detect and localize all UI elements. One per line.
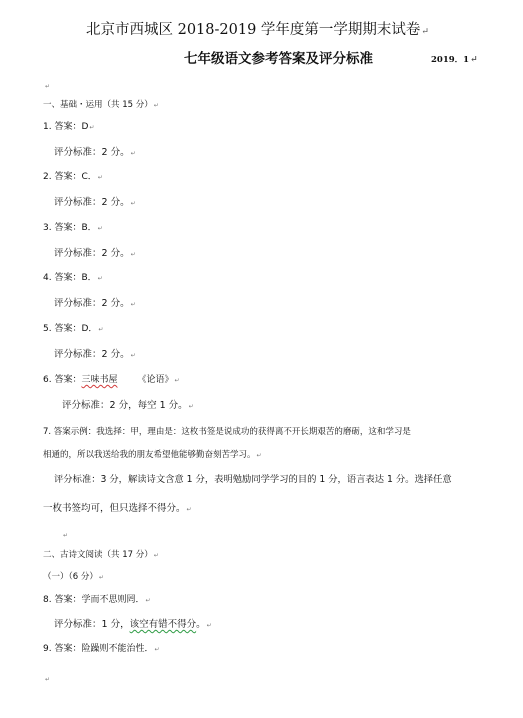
paragraph-mark: ↵ [174, 377, 180, 384]
q4-answer-text: 4. 答案：B． [43, 273, 97, 283]
document-subtitle: 七年级语文参考答案及评分标准 [184, 51, 373, 67]
q5-score [54, 350, 136, 360]
q3-score-text: 评分标准：2 分。 [54, 248, 130, 259]
section1-heading-text: 一、基础・运用（共 15 分） [43, 100, 153, 110]
q4-answer [43, 274, 103, 283]
paragraph-mark: ↵ [130, 200, 136, 207]
q6-score-text: 评分标准：2 分，每空 1 分。 [62, 400, 188, 411]
paragraph-mark: ↵ [45, 676, 51, 683]
section2-subheading [43, 573, 104, 582]
paragraph-mark: ↵ [63, 532, 69, 539]
q1-answer [43, 123, 94, 132]
q5-answer-text: 5. 答案：D． [43, 324, 98, 334]
q5-answer [43, 325, 103, 334]
q6-score [62, 401, 194, 411]
document-title [86, 23, 429, 38]
q6-answer-book1: 三味书屋 [81, 375, 118, 385]
q7-answer-line2 [43, 451, 262, 460]
q2-answer [43, 173, 103, 182]
section1-heading [43, 101, 159, 110]
paragraph-mark: ↵ [256, 452, 262, 459]
q2-answer-text: 2. 答案：C． [43, 172, 97, 182]
q9-answer-text: 9. 答案：险躁则不能治性． [43, 644, 154, 654]
paragraph-mark: ↵ [97, 275, 103, 282]
q5-score-text: 评分标准：2 分。 [54, 349, 130, 360]
q8-score-wavy: 该空有错不得分 [129, 619, 197, 630]
paragraph-mark: ↵ [97, 174, 103, 181]
q6-answer-prefix: 6. 答案： [43, 375, 82, 385]
paragraph-mark: ↵ [89, 124, 95, 131]
section2-subheading-text: （一）（6 分） [43, 572, 98, 582]
paragraph-mark: ↵ [186, 506, 192, 513]
q1-answer-text: 1. 答案：D [43, 122, 89, 132]
q3-answer-text: 3. 答案：B． [43, 223, 97, 233]
q1-score [54, 148, 136, 158]
date-text: 2019．1 [431, 55, 470, 65]
paragraph-mark: ↵ [206, 622, 212, 629]
paragraph-mark: ↵ [130, 352, 136, 359]
q4-score [54, 299, 136, 309]
q8-score [54, 620, 212, 630]
q2-score [54, 198, 136, 208]
paragraph-mark: ↵ [470, 55, 478, 65]
q4-score-text: 评分标准：2 分。 [54, 298, 130, 309]
q7-answer-line2-text: 相通的，所以我送给我的朋友希望他能够勤奋刻苦学习。 [43, 450, 256, 460]
q9-answer [43, 645, 159, 654]
paragraph-mark: ↵ [145, 597, 151, 604]
blank-paragraph [62, 531, 68, 540]
paragraph-mark: ↵ [130, 251, 136, 258]
q2-score-text: 评分标准：2 分。 [54, 197, 130, 208]
blank-paragraph [44, 82, 50, 91]
paragraph-mark: ↵ [188, 403, 194, 410]
section2-heading-text: 二、古诗文阅读（共 17 分） [43, 550, 153, 560]
q7-score-line2 [43, 504, 192, 514]
section2-heading [43, 551, 159, 560]
q7-score-line2-text: 一枚书签均可，但只选择不得分。 [43, 503, 186, 514]
paragraph-mark: ↵ [97, 225, 103, 232]
q8-score-prefix: 评分标准：1 分， [54, 619, 130, 630]
document-date [431, 56, 478, 65]
q1-score-text: 评分标准：2 分。 [54, 147, 130, 158]
paragraph-mark: ↵ [130, 150, 136, 157]
paragraph-mark: ↵ [153, 552, 159, 559]
q6-answer-book2: 《论语》 [137, 375, 174, 385]
q8-answer [43, 596, 150, 605]
q3-answer [43, 224, 103, 233]
q3-score [54, 249, 136, 259]
paragraph-mark: ↵ [98, 326, 104, 333]
paragraph-mark: ↵ [153, 102, 159, 109]
paragraph-mark: ↵ [98, 574, 104, 581]
paragraph-mark: ↵ [130, 301, 136, 308]
q6-answer [43, 376, 180, 385]
q8-score-suffix: 。 [196, 619, 206, 630]
q7-answer-line1: 7. 答案示例：我选择：甲，理由是：这枚书签是说成功的获得离不开长期艰苦的磨砺，这和学习是 [43, 427, 411, 437]
paragraph-mark: ↵ [154, 646, 160, 653]
blank-paragraph [44, 675, 50, 684]
title-text: 北京市西城区 2018-2019 学年度第一学期期末试卷 [86, 22, 421, 38]
q7-score-line1: 评分标准：3 分，解读诗文含意 1 分，表明勉励同学学习的目的 1 分，语言表达 1 分。选择任意 [54, 474, 452, 485]
q8-answer-text: 8. 答案：学而不思则罔． [43, 595, 145, 605]
paragraph-mark: ↵ [45, 83, 51, 90]
paragraph-mark: ↵ [421, 27, 429, 37]
